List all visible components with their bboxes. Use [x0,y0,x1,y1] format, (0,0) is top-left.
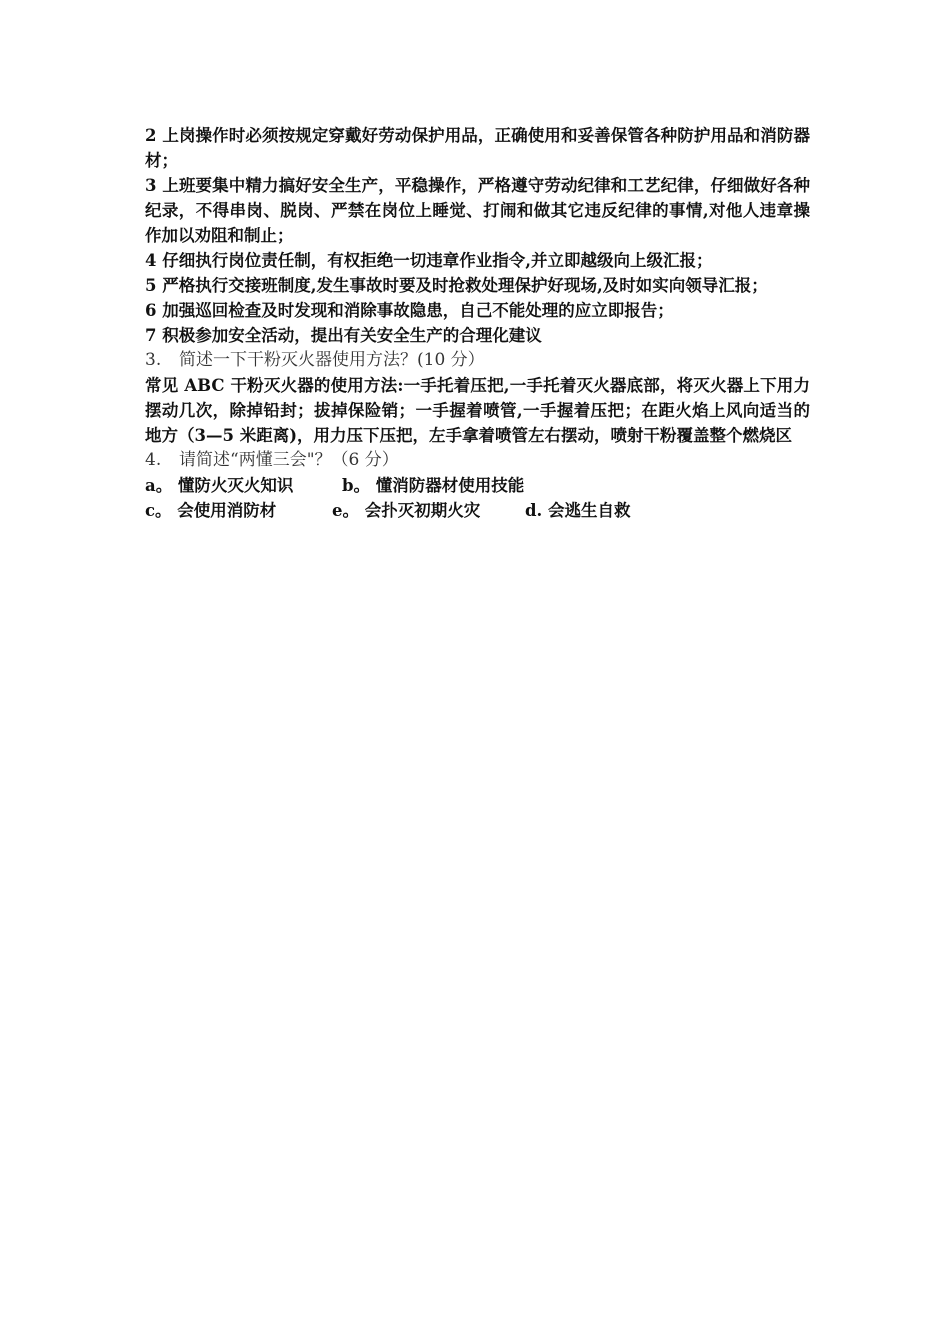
option-b: b。 懂消防器材使用技能 [342,476,525,495]
question-4 [145,448,810,473]
safety-rule-3: 3 上班要集中精力搞好安全生产，平稳操作，严格遵守劳动纪律和工艺纪律，仔细做好各种纪录，不得串岗、脱岗、严禁在岗位上睡觉、打闹和做其它违反纪律的事情,对他人违章操作加以劝阻和制止； [145,176,810,245]
question-4-text: 请简述“两懂三会"？（6 分） [179,450,399,470]
safety-rule-5: 5 严格执行交接班制度,发生事故时要及时抢救处理保护好现场,及时如实向领导汇报； [145,276,768,295]
safety-rule-2: 2 上岗操作时必须按规定穿戴好劳动保护用品，正确使用和妥善保管各种防护用品和消防器材； [145,126,810,170]
safety-rule-4: 4 仔细执行岗位责任制，有权拒绝一切违章作业指令,并立即越级向上级汇报； [145,251,713,270]
question-4-options-row-1 [145,473,810,498]
option-d: d. 会逃生自救 [525,501,631,520]
question-4-options-row-2 [145,498,810,523]
question-3-text: 简述一下干粉灭火器使用方法？(10 分） [179,350,485,370]
document-page [145,123,810,523]
option-c: c。 会使用消防材 [145,501,277,520]
option-e: e。 会扑灭初期火灾 [332,501,481,520]
question-4-number: 4. [145,450,162,470]
option-a: a。 懂防火灭火知识 [145,476,294,495]
question-3-answer: 常见 ABC 干粉灭火器的使用方法:一手托着压把,一手托着灭火器底部，将灭火器上下用力摆动几次，除掉铅封；拔掉保险销；一手握着喷管,一手握着压把；在距火焰上风向适当的地方（3—5 米距离)，用力压下压把，左手拿着喷管左右摆动，喷射干粉覆盖整个燃烧区 [145,376,810,445]
question-3-number: 3. [145,350,162,370]
question-3 [145,348,810,373]
safety-rule-7: 7 积极参加安全活动，提出有关安全生产的合理化建议 [145,326,542,345]
safety-rule-6: 6 加强巡回检查及时发现和消除事故隐患，自己不能处理的应立即报告； [145,301,674,320]
